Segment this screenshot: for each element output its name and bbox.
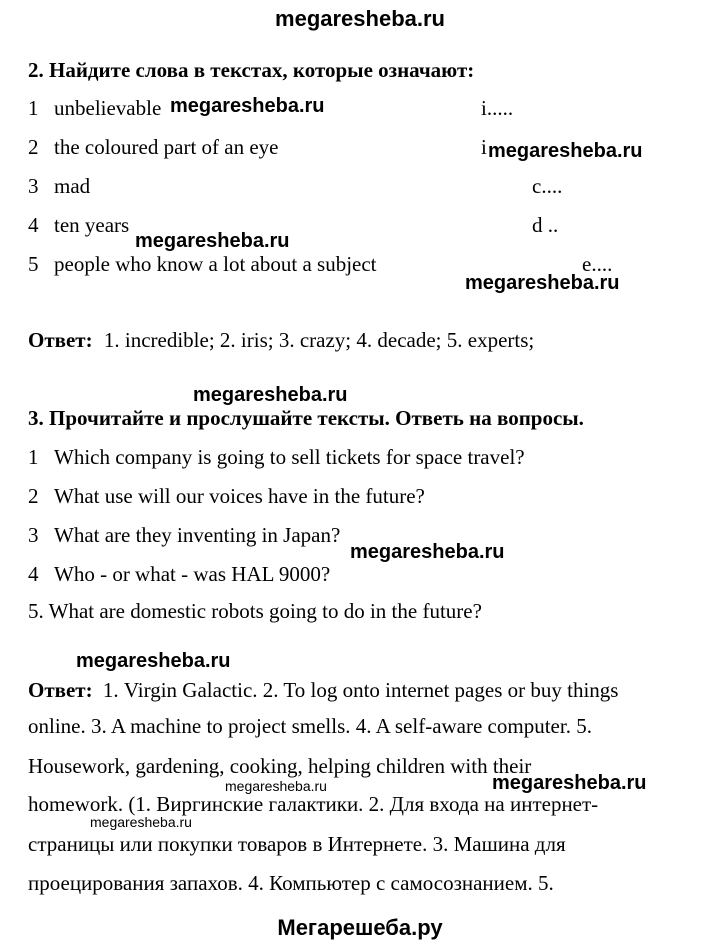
- watermark: megaresheba.ru: [350, 541, 505, 563]
- item-text: unbelievable: [54, 96, 162, 120]
- answer-line: [28, 680, 618, 701]
- watermark: megaresheba.ru: [465, 272, 620, 294]
- watermark: megaresheba.ru: [90, 814, 192, 830]
- footer-watermark: Мегарешеба.ру: [277, 915, 443, 940]
- item-text: mad: [54, 174, 91, 198]
- answer-label: Ответ:: [28, 678, 93, 702]
- watermark: megaresheba.ru: [225, 778, 327, 794]
- item-hint: i: [481, 135, 487, 159]
- answer-line: Housework, gardening, cooking, helping children with their: [28, 754, 532, 778]
- item-text: What are they inventing in Japan?: [54, 523, 341, 547]
- header-watermark: megaresheba.ru: [275, 6, 445, 31]
- item-number: 4: [28, 562, 39, 586]
- item-text: the coloured part of an eye: [54, 135, 279, 159]
- answer-text: 1. Virgin Galactic. 2. To log onto internet pages or buy things: [102, 678, 619, 702]
- item-text: ten years: [54, 213, 130, 237]
- item-number: 3: [28, 174, 39, 198]
- answer-line: online. 3. A machine to project smells. 4. A self-aware computer. 5.: [28, 714, 592, 738]
- watermark: megaresheba.ru: [135, 230, 290, 252]
- answer-line: проецирования запахов. 4. Компьютер с самосознанием. 5.: [28, 871, 554, 895]
- watermark: megaresheba.ru: [193, 384, 348, 406]
- item-number: 2: [28, 135, 39, 159]
- answer-text: 1. incredible; 2. iris; 3. crazy; 4. decade; 5. experts;: [103, 328, 535, 352]
- task2-title: 2. Найдите слова в текстах, которые означают:: [28, 58, 475, 82]
- watermark: megaresheba.ru: [170, 95, 325, 117]
- answer-line: страницы или покупки товаров в Интернете. 3. Машина для: [28, 832, 566, 856]
- item-number: 1: [28, 445, 39, 469]
- item-number: 1: [28, 96, 39, 120]
- watermark: megaresheba.ru: [488, 140, 643, 162]
- item-hint: i.....: [481, 96, 514, 120]
- item-hint: e....: [582, 252, 613, 276]
- item-text: 5. What are domestic robots going to do in the future?: [28, 599, 482, 623]
- answer-label: Ответ:: [28, 328, 93, 352]
- item-hint: d ..: [532, 213, 559, 237]
- item-text: Which company is going to sell tickets for space travel?: [54, 445, 525, 469]
- item-number: 2: [28, 484, 39, 508]
- watermark: megaresheba.ru: [492, 772, 647, 794]
- item-text: What use will our voices have in the future?: [54, 484, 425, 508]
- answer-line: homework. (1. Виргинские галактики. 2. Для входа на интернет-: [28, 792, 599, 816]
- item-number: 4: [28, 213, 39, 237]
- item-number: 5: [28, 252, 39, 276]
- item-text: Who - or what - was HAL 9000?: [54, 562, 331, 586]
- task2-answer: [28, 330, 534, 351]
- item-text: people who know a lot about a subject: [54, 252, 377, 276]
- item-number: 3: [28, 523, 39, 547]
- item-hint: c....: [532, 174, 563, 198]
- watermark: megaresheba.ru: [76, 650, 231, 672]
- task3-title: 3. Прочитайте и прослушайте тексты. Ответь на вопросы.: [28, 406, 584, 430]
